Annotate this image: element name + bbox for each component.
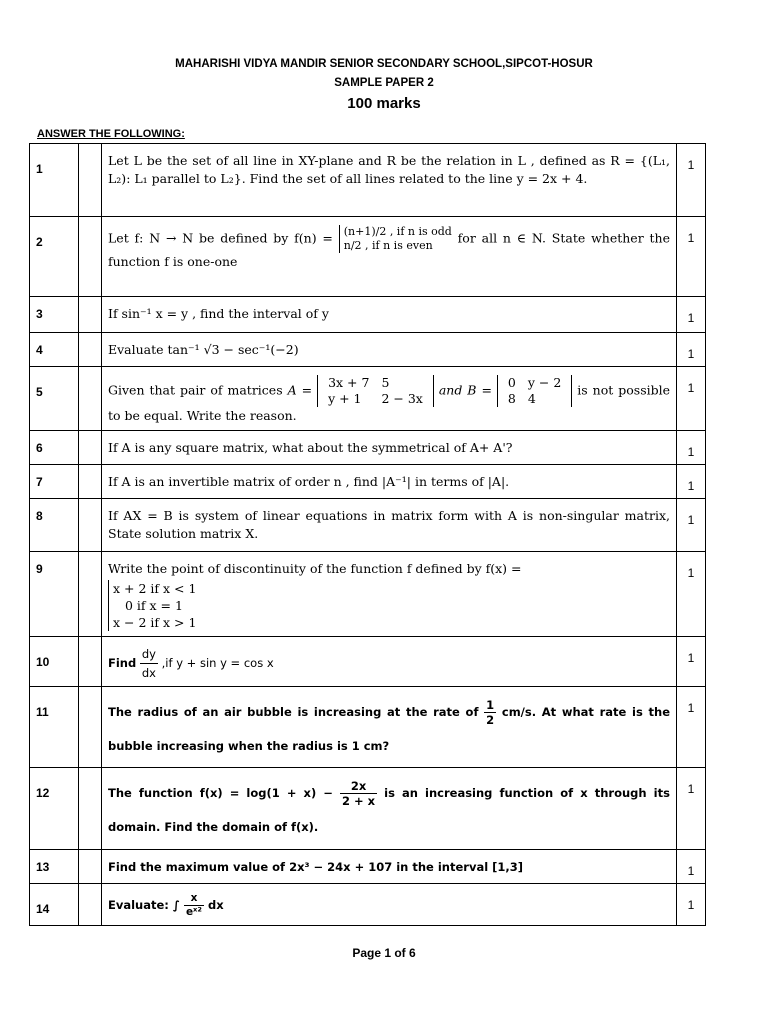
question-mark: 1 xyxy=(677,333,706,367)
question-text: The radius of an air bubble is increasing at the rate of $\frac{1}{2}$ cm/s. At what rate is the bubble increasing when the radius is 1 cm? xyxy=(102,687,677,768)
question-row xyxy=(30,465,706,499)
question-number: 12 xyxy=(30,768,79,850)
question-text: Write the point of discontinuity of the function f defined by f(x) = x + 2 if x < 1 0 if x = 1 x − 2 if x > 1 xyxy=(102,552,677,637)
total-marks: 100 marks xyxy=(347,95,421,112)
question-text: Evaluate: ∫ $\frac{x}{\text{eˣ²}}$ dx xyxy=(102,884,677,926)
question-mark: 1 xyxy=(677,768,706,850)
question-number: 1 xyxy=(30,144,79,217)
question-row xyxy=(30,884,706,926)
question-number: 6 xyxy=(30,431,79,465)
question-row xyxy=(30,431,706,465)
question-text: If sin⁻¹ x = y , find the interval of y xyxy=(102,297,677,333)
question-number: 11 xyxy=(30,687,79,768)
question-text: If AX = B is system of linear equations in matrix form with A is non-singular matrix, State solution matrix X. xyxy=(102,499,677,552)
case-even: n/2 , if n is even xyxy=(343,239,433,252)
question-number: 3 xyxy=(30,297,79,333)
question-number: 10 xyxy=(30,637,79,687)
question-mark: 1 xyxy=(677,297,706,333)
piecewise-cases: x + 2 if x < 1 0 if x = 1 x − 2 if x > 1 xyxy=(108,580,670,631)
question-number: 4 xyxy=(30,333,79,367)
question-text: Find the maximum value of 2x³ − 24x + 107 in the interval [1,3] xyxy=(102,850,677,884)
question-mark: 1 xyxy=(677,884,706,926)
question-number: 13 xyxy=(30,850,79,884)
question-mark: 1 xyxy=(677,465,706,499)
question-mark: 1 xyxy=(677,499,706,552)
question-table xyxy=(29,143,706,926)
question-row xyxy=(30,552,706,637)
question-number: 5 xyxy=(30,367,79,431)
question-number: 8 xyxy=(30,499,79,552)
question-mark: 1 xyxy=(677,431,706,465)
question-number: 2 xyxy=(30,217,79,297)
question-row xyxy=(30,637,706,687)
question-mark: 1 xyxy=(677,367,706,431)
instruction-heading: ANSWER THE FOLLOWING: xyxy=(37,128,185,140)
question-mark: 1 xyxy=(677,637,706,687)
matrix-a: 3x + 7 5 y + 1 2 − 3x xyxy=(317,375,434,407)
question-mark: 1 xyxy=(677,217,706,297)
school-name: MAHARISHI VIDYA MANDIR SENIOR SECONDARY SCHOOL,SIPCOT-HOSUR xyxy=(175,58,593,70)
question-row xyxy=(30,297,706,333)
question-text: Find $\frac{dy}{dx}$ ,if y + sin y = cos x xyxy=(102,637,677,687)
question-mark: 1 xyxy=(677,552,706,637)
question-mark: 1 xyxy=(677,144,706,217)
question-mark: 1 xyxy=(677,687,706,768)
paper-title: SAMPLE PAPER 2 xyxy=(334,77,434,89)
page-footer: Page 1 of 6 xyxy=(352,946,416,960)
question-text: If A is an invertible matrix of order n , find |A⁻¹| in terms of |A|. xyxy=(102,465,677,499)
question-text: If A is any square matrix, what about the symmetrical of A+ A'? xyxy=(102,431,677,465)
question-number: 14 xyxy=(30,884,79,926)
question-row xyxy=(30,367,706,431)
question-text: The function f(x) = log(1 + x) − $\frac{2x}{2 + x}$ is an increasing function of x through its domain. Find the domain of f(x). xyxy=(102,768,677,850)
question-row xyxy=(30,850,706,884)
matrix-b: 0 y − 2 8 4 xyxy=(497,375,572,407)
question-text: Let L be the set of all line in XY-plane and R be the relation in L , defined as R = {(L₁, L₂): L₁ parallel to L₂}. Find the set of all lines related to the line y = 2x + 4. xyxy=(102,144,677,217)
question-row xyxy=(30,687,706,768)
case-odd: (n+1)/2 , if n is odd xyxy=(343,225,452,238)
question-row xyxy=(30,217,706,297)
question-text: Let f: N → N be defined by f(n) = (n+1)/2 , if n is odd n/2 , if n is even for all n ∈ N. State whether the function f is one-one xyxy=(102,217,677,297)
question-mark: 1 xyxy=(677,850,706,884)
question-text: Given that pair of matrices A = 3x + 7 5 y + 1 2 − 3x and B = 0 y − 2 8 4 is not possible to be equal. Write the reason. xyxy=(102,367,677,431)
question-row xyxy=(30,333,706,367)
question-row xyxy=(30,768,706,850)
question-text: Evaluate tan⁻¹ √3 − sec⁻¹(−2) xyxy=(102,333,677,367)
question-number: 9 xyxy=(30,552,79,637)
question-row xyxy=(30,499,706,552)
question-row xyxy=(30,144,706,217)
question-number: 7 xyxy=(30,465,79,499)
